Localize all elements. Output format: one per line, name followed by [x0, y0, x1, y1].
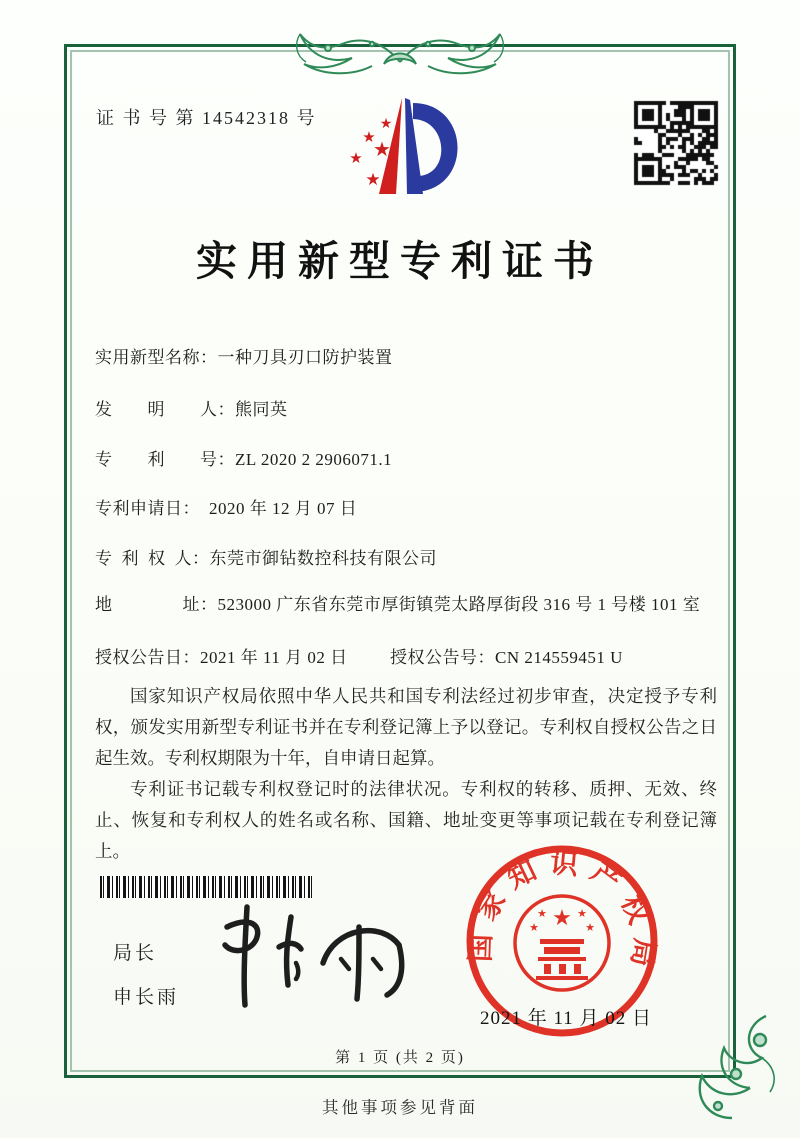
field-value: 熊同英 [235, 400, 288, 419]
field-row-patentee [95, 545, 721, 572]
field-value: 一种刀具刃口防护装置 [217, 348, 393, 367]
legal-paragraph-2: 专利证书记载专利权登记时的法律状况。专利权的转移、质押、无效、终止、恢复和专利权人的姓名或名称、国籍、地址变更等事项记载在专利登记簿上。 [95, 779, 717, 861]
field-label: 专利申请日： [95, 499, 200, 518]
cnipa-logo-icon [333, 90, 483, 214]
field-row-grant [95, 644, 721, 671]
field-row-name [95, 344, 721, 371]
grant-no-label: 授权公告号： [390, 648, 495, 667]
field-label: 专 利 号： [95, 450, 235, 469]
legal-paragraph-1: 国家知识产权局依照中华人民共和国专利法经过初步审查，决定授予专利权，颁发实用新型专利证书并在专利登记簿上予以登记。专利权自授权公告之日起生效。专利权期限为十年，自申请日起算。 [95, 686, 717, 768]
svg-text:★: ★ [365, 170, 381, 190]
footer-note: 其他事项参见背面 [322, 1098, 478, 1117]
certificate-number: 证 书 号 第 14542318 号 [96, 108, 317, 128]
svg-text:★: ★ [552, 906, 572, 931]
grant-date-label: 授权公告日： [95, 648, 200, 667]
svg-text:★: ★ [362, 128, 376, 146]
bottom-right-floral-ornament [674, 1010, 792, 1134]
field-row-inventor [95, 396, 721, 423]
svg-text:★: ★ [577, 907, 587, 920]
svg-text:★: ★ [537, 907, 547, 920]
field-label: 地 址： [95, 595, 218, 614]
field-row-filing-date [95, 495, 721, 522]
grant-no-value: CN 214559451 U [495, 648, 623, 667]
director-signature [195, 893, 410, 1013]
field-label: 专 利 权 人： [95, 549, 210, 568]
seal-date: 2021 年 11 月 02 日 [479, 1008, 653, 1029]
field-label: 实用新型名称： [95, 348, 218, 367]
field-value: 2020 年 12 月 07 日 [209, 499, 358, 518]
director-title: 局长 [113, 943, 158, 964]
seal-national-emblem [529, 906, 595, 980]
certificate-title: 实用新型专利证书 [196, 238, 604, 284]
director-block [113, 938, 179, 1026]
svg-text:★: ★ [529, 921, 539, 934]
logo-blue-bowl [413, 103, 458, 192]
field-row-address [95, 591, 721, 618]
top-flourish-ornament [276, 22, 524, 86]
svg-text:★: ★ [349, 149, 363, 167]
director-name: 申长雨 [113, 987, 180, 1008]
field-row-patent-no [95, 446, 721, 473]
legal-text [95, 681, 717, 867]
field-value: ZL 2020 2 2906071.1 [235, 450, 393, 469]
page-indicator: 第 1 页 (共 2 页) [335, 1050, 465, 1066]
svg-text:★: ★ [379, 116, 393, 132]
field-value: 东莞市御钻数控科技有限公司 [209, 549, 437, 568]
grant-date-value: 2021 年 11 月 02 日 [200, 648, 348, 667]
qr-code [632, 99, 720, 187]
svg-text:★: ★ [373, 137, 391, 161]
field-value: 523000 广东省东莞市厚街镇莞太路厚街段 316 号 1 号楼 101 室 [217, 595, 701, 614]
seal-text: 国家知识产权局 [465, 848, 660, 980]
field-label: 发 明 人： [95, 400, 235, 419]
svg-text:★: ★ [585, 921, 595, 934]
